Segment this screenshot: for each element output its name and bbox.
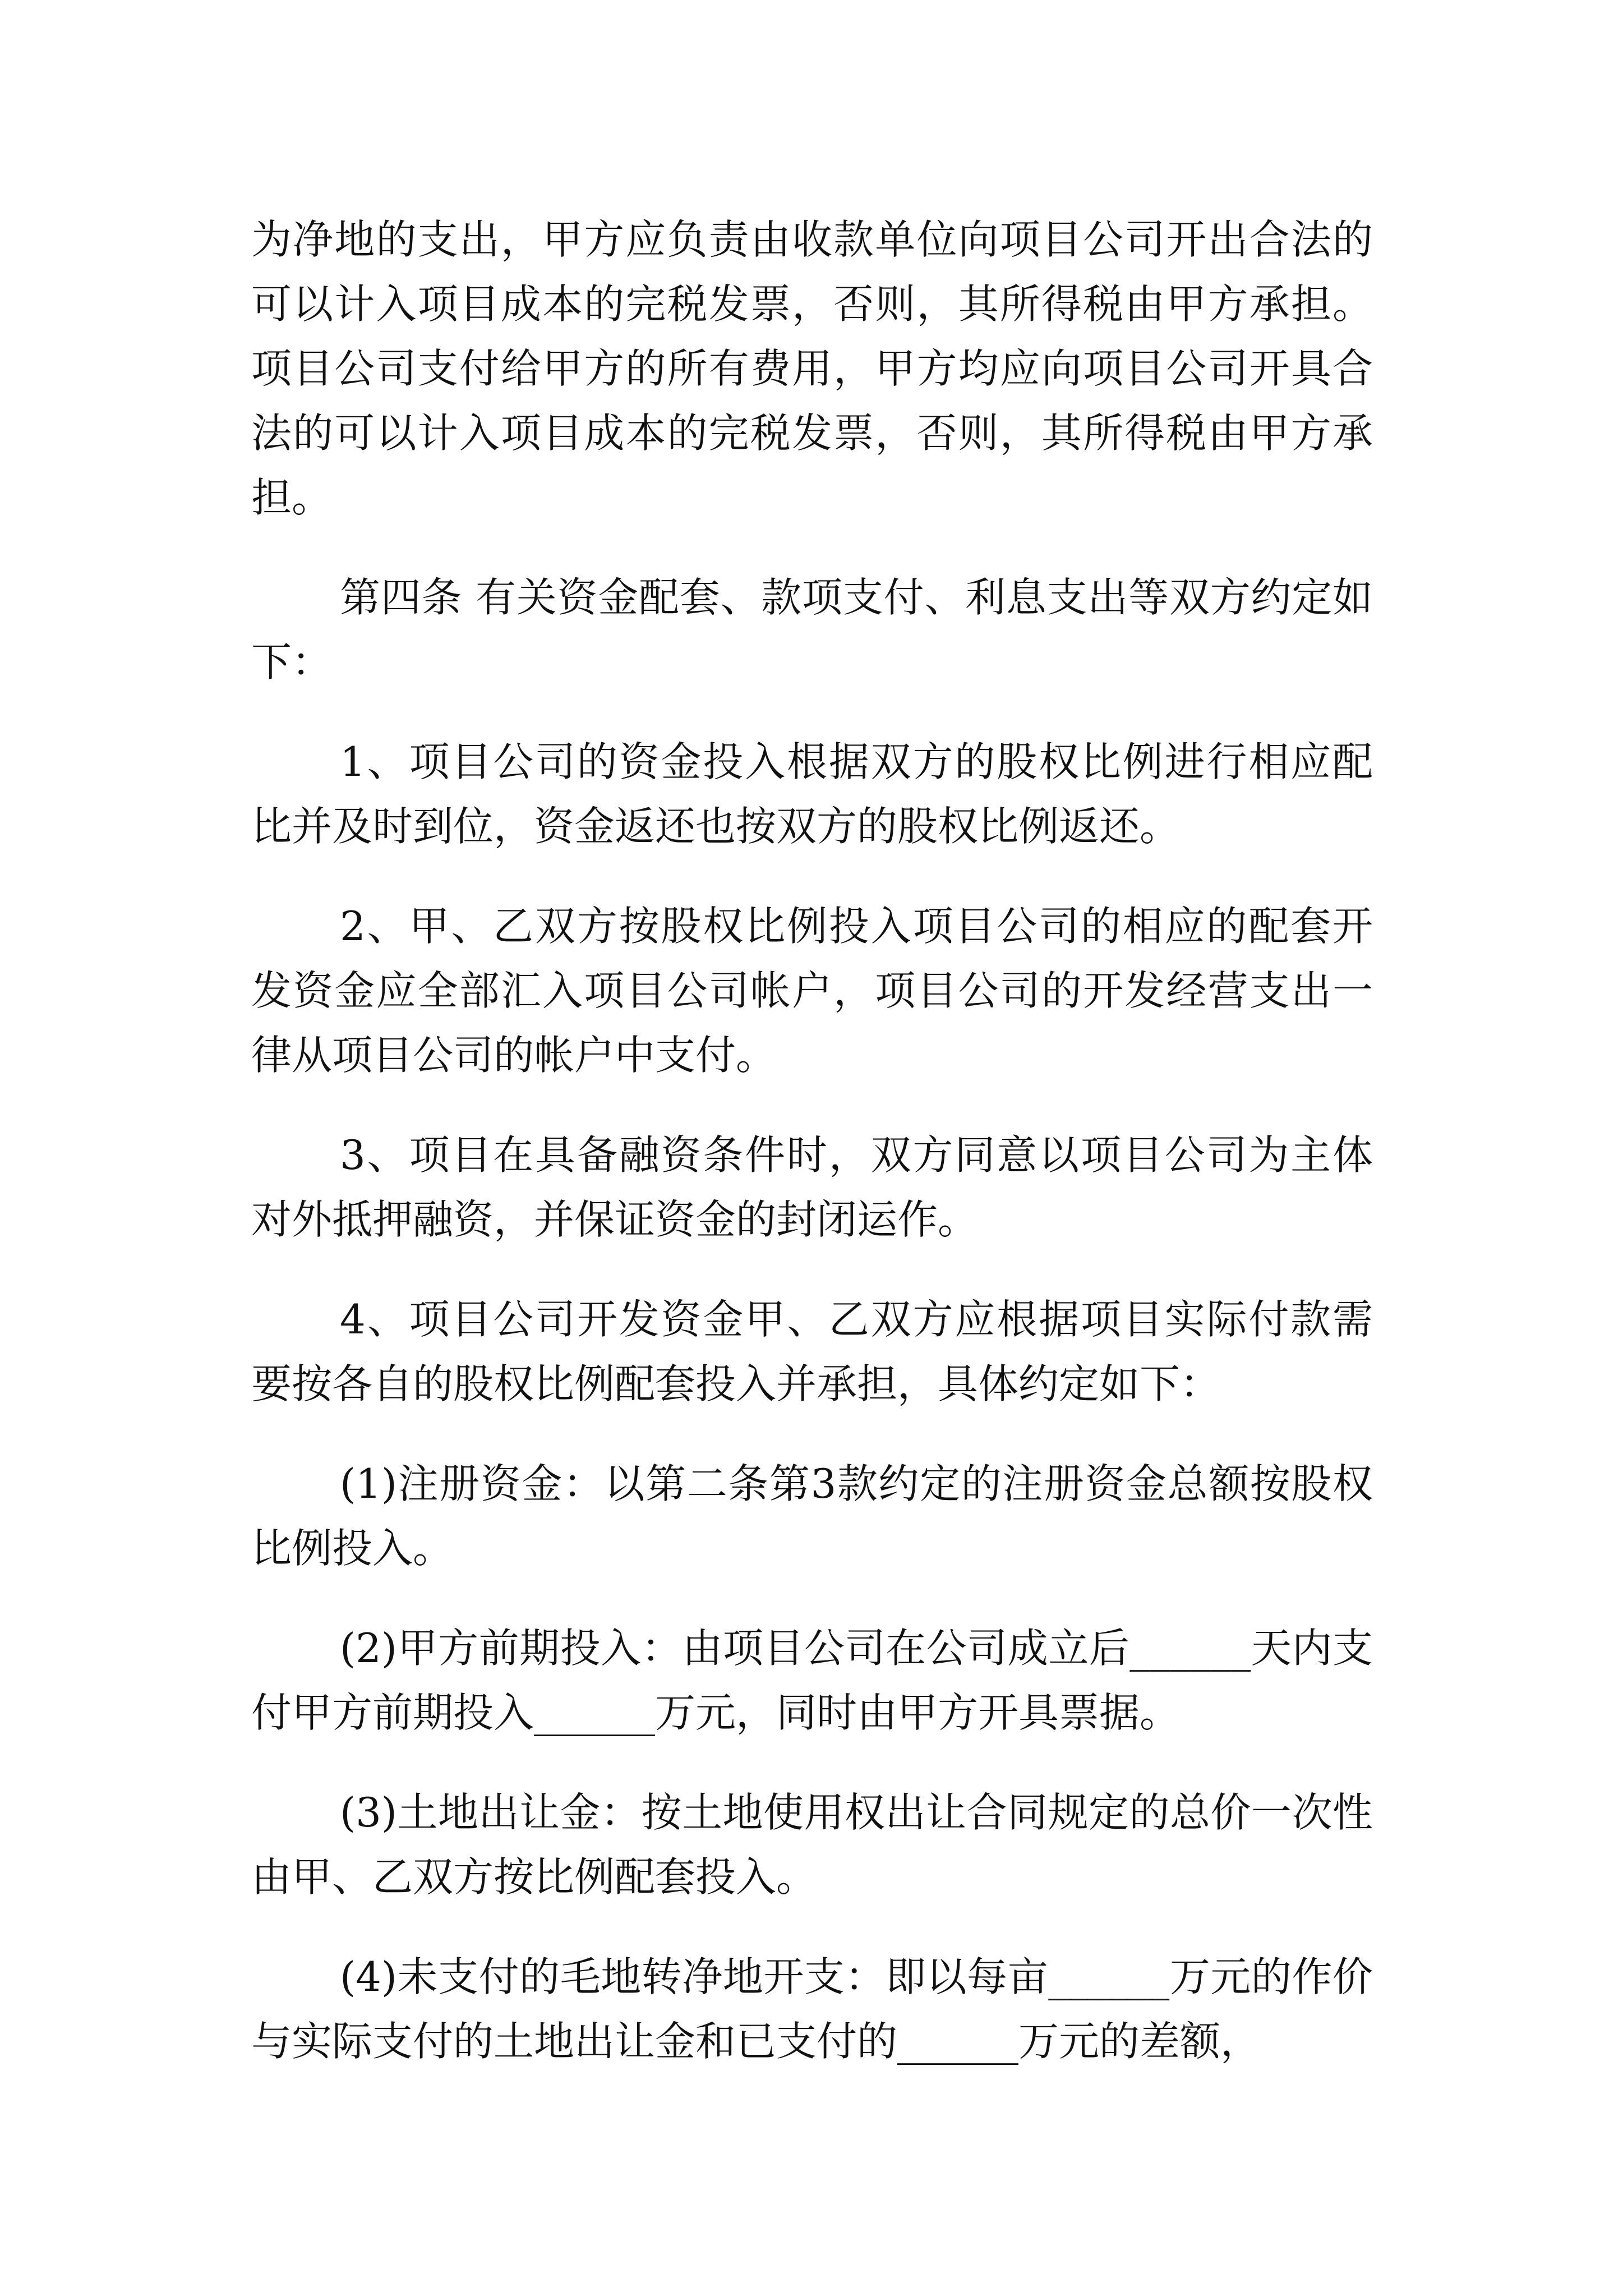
paragraph-item-2: 2、甲、乙双方按股权比例投入项目公司的相应的配套开发资金应全部汇入项目公司帐户，项目公司的开发经营支出一律从项目公司的帐户中支付。 — [251, 903, 1373, 1079]
paragraph-tax-invoice: 为净地的支出，甲方应负责由收款单位向项目公司开出合法的可以计入项目成本的完税发票，否则，其所得税由甲方承担。项目公司支付给甲方的所有费用，甲方均应向项目公司开具合法的可以计入项目成本的完税发票，否则，其所得税由甲方承担。 — [251, 216, 1373, 521]
paragraph-subitem-3: (3)土地出让金：按土地使用权出让合同规定的总价一次性由甲、乙双方按比例配套投入。 — [251, 1789, 1373, 1901]
paragraph-article-4-heading: 第四条 有关资金配套、款项支付、利息支出等双方约定如下： — [251, 574, 1373, 685]
paragraph-subitem-2: (2)甲方前期投入：由项目公司在公司成立后______天内支付甲方前期投入______万元，同时由甲方开具票据。 — [251, 1625, 1373, 1736]
paragraph-item-3: 3、项目在具备融资条件时，双方同意以项目公司为主体对外抵押融资，并保证资金的封闭运作。 — [251, 1131, 1373, 1243]
paragraph-item-1: 1、项目公司的资金投入根据双方的股权比例进行相应配比并及时到位，资金返还也按双方的股权比例返还。 — [251, 738, 1373, 850]
document-page — [251, 208, 1373, 2074]
paragraph-subitem-4: (4)未支付的毛地转净地开支：即以每亩______万元的作价与实际支付的土地出让金和已支付的______万元的差额， — [251, 1953, 1373, 2065]
paragraph-subitem-1: (1)注册资金：以第二条第3款约定的注册资金总额按股权比例投入。 — [251, 1460, 1373, 1572]
paragraph-item-4: 4、项目公司开发资金甲、乙双方应根据项目实际付款需要按各自的股权比例配套投入并承担，具体约定如下： — [251, 1296, 1373, 1407]
